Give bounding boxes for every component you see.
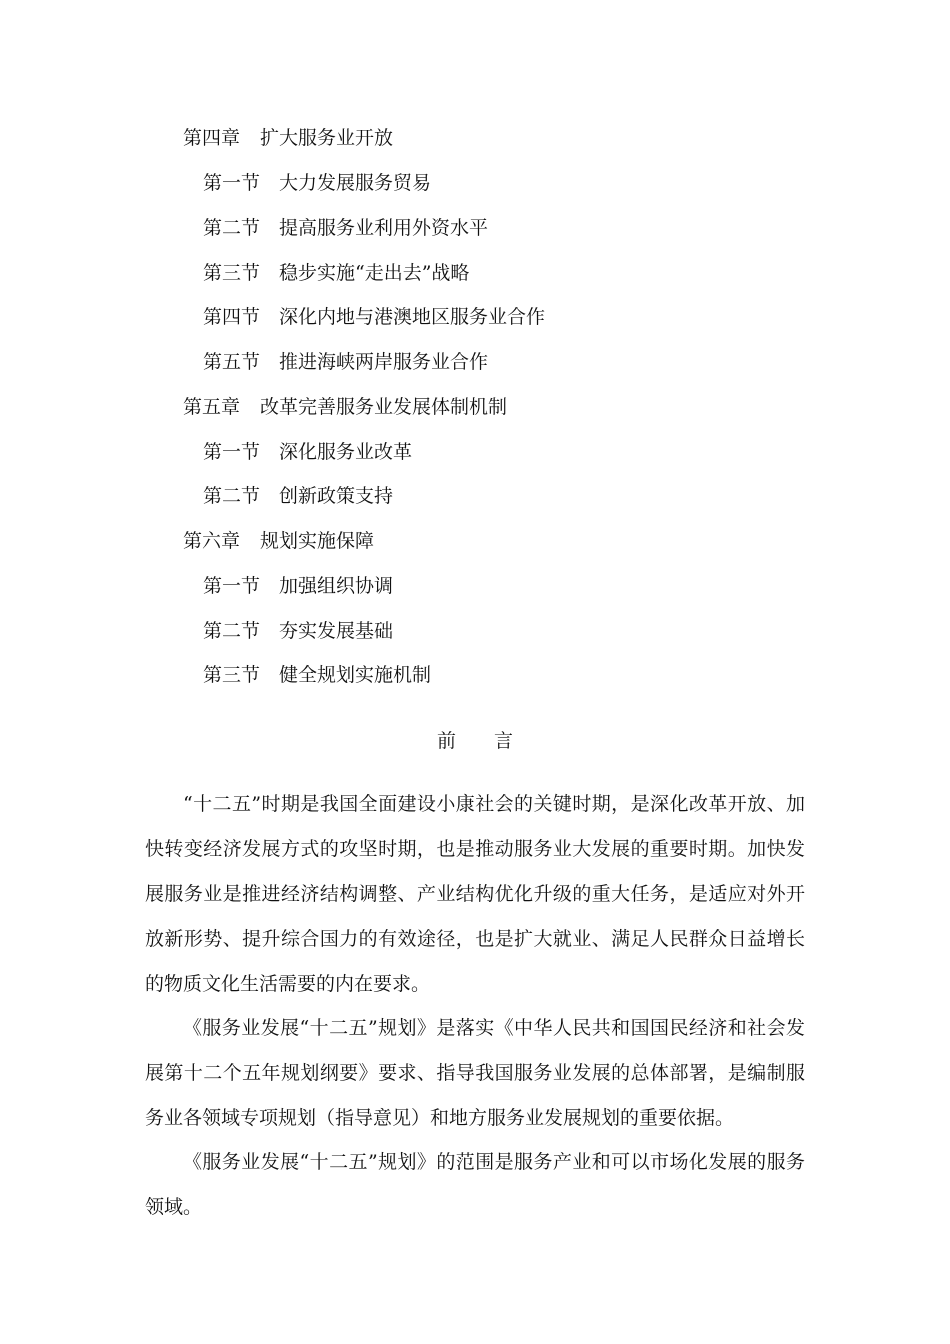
toc-text: 提高服务业利用外资水平 xyxy=(279,217,489,239)
toc-section xyxy=(203,574,393,598)
toc-text: 健全规划实施机制 xyxy=(279,664,432,686)
toc-section xyxy=(203,484,393,508)
toc-number: 第五节 xyxy=(203,351,261,373)
toc-number: 第二节 xyxy=(203,485,261,507)
toc-text: 推进海峡两岸服务业合作 xyxy=(279,351,489,373)
toc-number: 第一节 xyxy=(203,575,261,597)
preface-title-char: 言 xyxy=(494,730,514,752)
toc-section xyxy=(203,216,488,240)
toc-text: 规划实施保障 xyxy=(260,530,375,552)
toc-section xyxy=(203,305,545,329)
toc-text: 稳步实施“走出去”战略 xyxy=(279,262,470,284)
toc-number: 第二节 xyxy=(203,217,261,239)
toc-number: 第一节 xyxy=(203,172,261,194)
toc-text: 大力发展服务贸易 xyxy=(279,172,432,194)
toc-section xyxy=(203,440,412,464)
toc-section xyxy=(203,261,469,285)
toc-text: 改革完善服务业发展体制机制 xyxy=(260,396,508,418)
toc-chapter xyxy=(183,529,374,553)
toc-number: 第六章 xyxy=(183,530,241,552)
toc-text: 加强组织协调 xyxy=(279,575,394,597)
toc-section xyxy=(203,171,431,195)
toc-section xyxy=(203,663,431,687)
toc-text: 深化服务业改革 xyxy=(279,441,413,463)
toc-text: 创新政策支持 xyxy=(279,485,394,507)
preface-title-char: 前 xyxy=(436,730,456,752)
toc-chapter xyxy=(183,395,507,419)
toc-number: 第四节 xyxy=(203,306,261,328)
toc-number: 第四章 xyxy=(183,127,241,149)
toc-number: 第一节 xyxy=(203,441,261,463)
toc-number: 第五章 xyxy=(183,396,241,418)
toc-text: 深化内地与港澳地区服务业合作 xyxy=(279,306,546,328)
toc-section xyxy=(203,619,393,643)
preface-paragraph: 《服务业发展“十二五”规划》是落实《中华人民共和国国民经济和社会发展第十二个五年规划纲要》要求、指导我国服务业发展的总体部署，是编制服务业各领域专项规划（指导意见）和地方服务业发展规划的重要依据。 xyxy=(145,1017,805,1129)
preface-title xyxy=(0,729,950,753)
toc-number: 第三节 xyxy=(203,262,261,284)
preface-paragraph: 《服务业发展“十二五”规划》的范围是服务产业和可以市场化发展的服务领域。 xyxy=(145,1151,805,1218)
toc-chapter xyxy=(183,126,393,150)
preface-paragraph: “十二五”时期是我国全面建设小康社会的关键时期，是深化改革开放、加快转变经济发展方式的攻坚时期，也是推动服务业大发展的重要时期。加快发展服务业是推进经济结构调整、产业结构优化升级的重大任务，是适应对外开放新形势、提升综合国力的有效途径，也是扩大就业、满足人民群众日益增长的物质文化生活需要的内在要求。 xyxy=(145,793,805,995)
toc-number: 第二节 xyxy=(203,620,261,642)
toc-section xyxy=(203,350,488,374)
toc-number: 第三节 xyxy=(203,664,261,686)
toc-text: 夯实发展基础 xyxy=(279,620,394,642)
toc-text: 扩大服务业开放 xyxy=(260,127,394,149)
